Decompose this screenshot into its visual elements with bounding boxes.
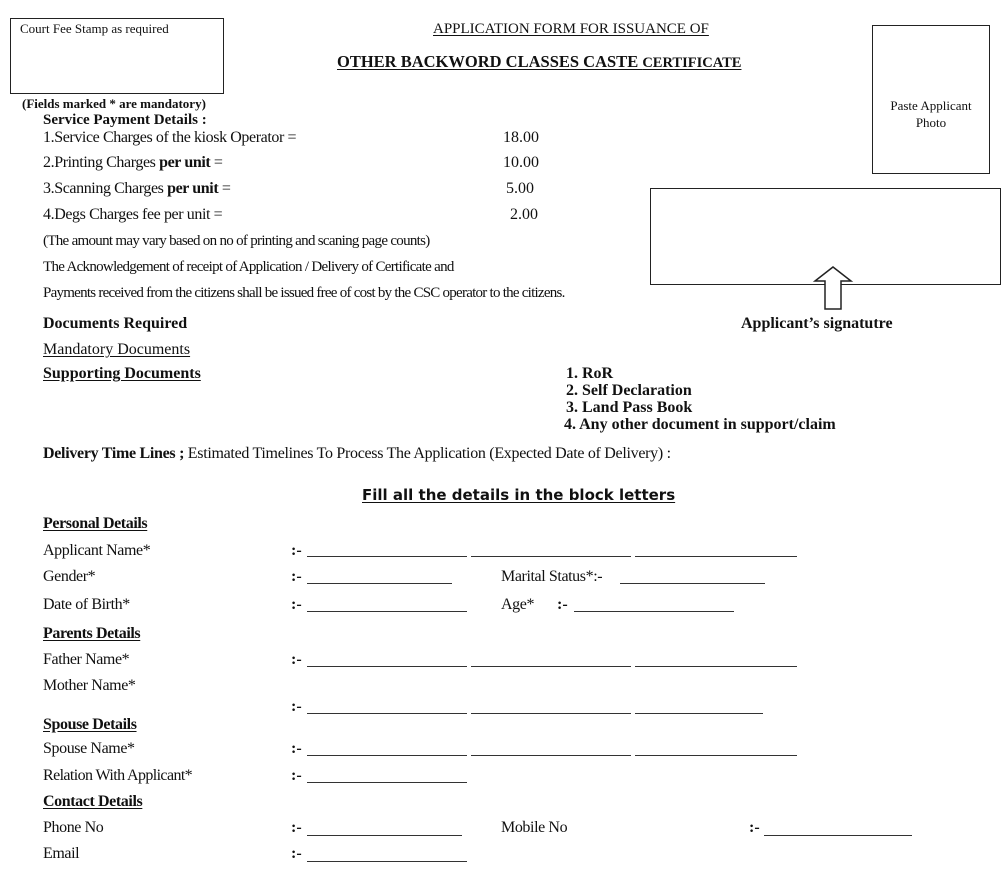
delivery-timelines-label: Delivery Time Lines ; <box>43 445 185 462</box>
applicant-name-colon: :- <box>291 542 302 559</box>
charge-amount: 5.00 <box>506 180 534 197</box>
court-fee-stamp-label: Court Fee Stamp as required <box>20 21 169 36</box>
mother-name-colon: :- <box>291 698 302 715</box>
father-last-name-field[interactable] <box>635 666 797 667</box>
applicant-photo-box <box>872 25 990 174</box>
documents-required-title: Documents Required <box>43 315 188 332</box>
contact-details-title: Contact Details <box>43 793 143 810</box>
phone-colon: :- <box>291 819 302 836</box>
service-charge-item <box>43 129 296 147</box>
charge-amount: 10.00 <box>503 154 539 171</box>
form-title-line1: APPLICATION FORM FOR ISSUANCE OF <box>433 21 709 37</box>
gender-field[interactable] <box>307 583 452 584</box>
supporting-document-item: 3. Land Pass Book <box>566 399 693 416</box>
father-first-name-field[interactable] <box>307 666 467 667</box>
charge-amount: 18.00 <box>503 129 539 146</box>
spouse-name-colon: :- <box>291 740 302 757</box>
applicant-middle-name-field[interactable] <box>471 556 631 557</box>
service-charge-item <box>43 180 231 198</box>
supporting-documents-title: Supporting Documents <box>43 365 201 382</box>
charge-label-bold: per unit <box>167 180 219 197</box>
age-field[interactable] <box>574 611 734 612</box>
email-field[interactable] <box>307 861 467 862</box>
photo-box-label-line1: Paste Applicant <box>890 98 972 113</box>
applicant-last-name-field[interactable] <box>635 556 797 557</box>
block-letters-instruction: Fill all the details in the block letters <box>362 486 676 504</box>
age-label: Age* <box>501 596 535 613</box>
spouse-middle-name-field[interactable] <box>471 755 631 756</box>
email-colon: :- <box>291 845 302 862</box>
personal-details-title: Personal Details <box>43 515 148 532</box>
phone-no-label: Phone No <box>43 819 104 836</box>
relation-colon: :- <box>291 767 302 784</box>
mother-first-name-field[interactable] <box>307 713 467 714</box>
gender-colon: :- <box>291 568 302 585</box>
age-colon: :- <box>557 596 568 613</box>
charge-label: 1.Service Charges of the kiosk Operator = <box>43 129 297 146</box>
charge-label-suffix: = <box>218 180 231 197</box>
mandatory-documents-link[interactable]: Mandatory Documents <box>43 341 191 358</box>
mother-last-name-field[interactable] <box>635 713 763 714</box>
form-title-line2 <box>337 52 741 72</box>
father-name-colon: :- <box>291 651 302 668</box>
mandatory-fields-note: (Fields marked * are mandatory) <box>22 96 206 111</box>
email-label: Email <box>43 845 80 862</box>
relation-with-applicant-label: Relation With Applicant* <box>43 767 193 784</box>
delivery-timelines-text: Estimated Timelines To Process The Application (Expected Date of Delivery) : <box>184 445 671 462</box>
relation-with-applicant-field[interactable] <box>307 782 467 783</box>
spouse-last-name-field[interactable] <box>635 755 797 756</box>
supporting-document-item: 2. Self Declaration <box>566 382 692 399</box>
mobile-no-label: Mobile No <box>501 819 568 836</box>
father-middle-name-field[interactable] <box>471 666 631 667</box>
form-title-main: OTHER BACKWORD CLASSES CASTE <box>337 52 643 71</box>
gender-label: Gender* <box>43 568 96 585</box>
mother-name-label: Mother Name* <box>43 677 136 694</box>
service-charge-item <box>43 206 222 224</box>
applicant-first-name-field[interactable] <box>307 556 467 557</box>
spouse-details-title: Spouse Details <box>43 716 137 733</box>
supporting-document-item: 4. Any other document in support/claim <box>564 416 836 433</box>
service-charge-item <box>43 154 223 172</box>
mother-middle-name-field[interactable] <box>471 713 631 714</box>
charge-label-suffix: = <box>210 154 223 171</box>
charge-label: 3.Scanning Charges <box>43 180 168 197</box>
charge-label: 2.Printing Charges <box>43 154 160 171</box>
charge-amount: 2.00 <box>510 206 538 223</box>
spouse-first-name-field[interactable] <box>307 755 467 756</box>
up-arrow-icon <box>811 265 855 311</box>
court-fee-stamp-box <box>10 18 224 94</box>
charge-label: 4.Degs Charges fee per unit = <box>43 206 223 223</box>
date-of-birth-label: Date of Birth* <box>43 596 130 613</box>
parents-details-title: Parents Details <box>43 625 141 642</box>
acknowledgement-line-1: The Acknowledgement of receipt of Application / Delivery of Certificate and <box>43 259 454 275</box>
acknowledgement-line-2: Payments received from the citizens shall be issued free of cost by the CSC operator to the citizens. <box>43 285 565 301</box>
supporting-document-item: 1. RoR <box>566 365 614 382</box>
service-payment-title: Service Payment Details : <box>43 112 207 128</box>
marital-status-field[interactable] <box>620 583 765 584</box>
delivery-timelines <box>43 445 671 463</box>
signature-label: Applicant’s signatutre <box>741 315 893 332</box>
photo-box-label-line2: Photo <box>915 115 947 130</box>
amount-variation-note: (The amount may vary based on no of printing and scaning page counts) <box>43 233 430 249</box>
mobile-no-field[interactable] <box>764 835 912 836</box>
dob-colon: :- <box>291 596 302 613</box>
charge-label-bold: per unit <box>159 154 211 171</box>
date-of-birth-field[interactable] <box>307 611 467 612</box>
father-name-label: Father Name* <box>43 651 130 668</box>
marital-status-label: Marital Status*:- <box>501 568 603 585</box>
spouse-name-label: Spouse Name* <box>43 740 135 757</box>
phone-no-field[interactable] <box>307 835 462 836</box>
mobile-colon: :- <box>749 819 760 836</box>
form-title-tail: CERTIFICATE <box>642 55 742 71</box>
applicant-name-label: Applicant Name* <box>43 542 151 559</box>
